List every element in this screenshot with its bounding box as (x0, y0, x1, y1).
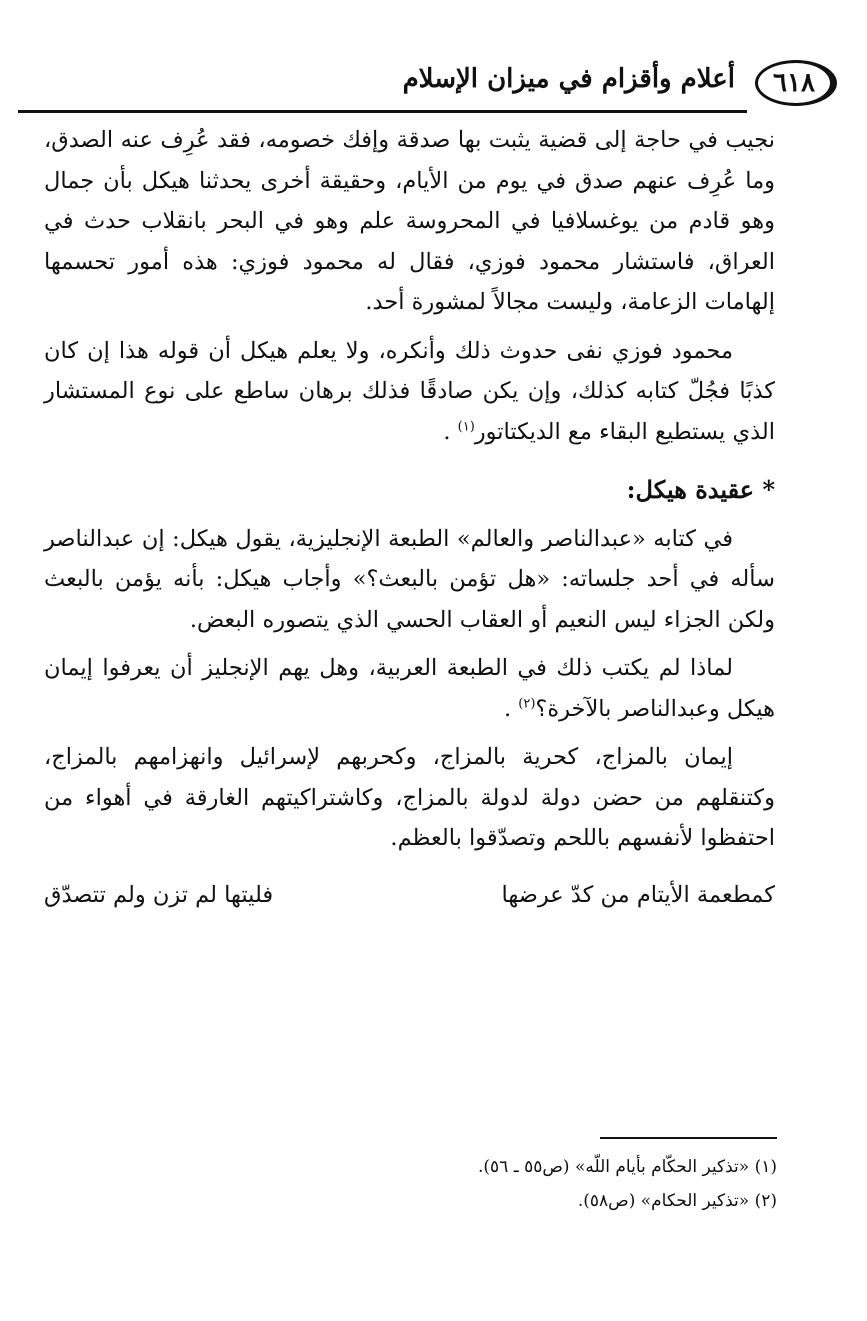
paragraph-4-end: . (503, 695, 519, 722)
page-number: ٦١٨ (773, 68, 815, 98)
paragraph-2-text: محمود فوزي نفى حدوث ذلك وأنكره، ولا يعلم هيكل أن قوله هذا إن كان كذبًا فجُلّ كتابه كذلك، وإن يكن صادقًا فذلك برهان ساطع على نوع المستشار الذي يستطيع البقاء مع الديكتاتور (44, 337, 775, 445)
footnote-ref-2: (٢) (518, 696, 536, 711)
paragraph-3: في كتابه «عبدالناصر والعالم» الطبعة الإنجليزية، يقول هيكل: إن عبدالناصر سأله في أحد جلساته: «هل تؤمن بالبعث؟» وأجاب هيكل: بأنه يؤمن بالبعث ولكن الجزاء ليس النعيم أو العقاب الحسي الذي يتصوره البعض. (44, 525, 775, 633)
page-header (18, 52, 815, 112)
footnotes (44, 1150, 777, 1218)
poem-second-hemistich: فليتها لم تزن ولم تتصدّق (44, 881, 274, 908)
header-rule (18, 110, 747, 113)
paragraph-4-text: لماذا لم يكتب ذلك في الطبعة العربية، وهل يهم الإنجليز أن يعرفوا إيمان هيكل وعبدالناصر بالآخرة؟ (44, 655, 775, 722)
main-text (44, 120, 775, 915)
footnote-2: (٢) «تذكير الحكام» (ص٥٨). (577, 1191, 777, 1211)
paragraph-1: نجيب في حاجة إلى قضية يثبت بها صدقة وإفك خصومه، فقد عُرِف عنه الصدق، وما عُرِف عنهم صدق في يوم من الأيام، وحقيقة أخرى يحدثنا هيكل بأن جمال وهو قادم من يوغسلافيا في المحروسة علم وهو في البحر بانقلاب حدث في العراق، فاستشار محمود فوزي، فقال له محمود فوزي: هذه أمور تحسمها إلهامات الزعامة، وليست مجالاً لمشورة أحد. (44, 127, 775, 315)
section-heading: * عقيدة هيكل: (626, 475, 775, 504)
running-title: أعلام وأقزام في ميزان الإسلام (402, 64, 735, 94)
paragraph-2-end: . (443, 418, 458, 445)
page-number-frame (755, 60, 837, 106)
footnote-rule (600, 1137, 777, 1139)
footnote-1: (١) «تذكير الحكّام بأيام اللّه» (ص٥٥ ـ ٥٦). (477, 1157, 777, 1177)
footnote-ref-1: (١) (457, 419, 475, 434)
poem-first-hemistich: كمطعمة الأيتام من كدّ عرضها (501, 881, 775, 908)
paragraph-4 (44, 648, 775, 729)
poem-verse (44, 875, 775, 916)
paragraph-5: إيمان بالمزاج، كحرية بالمزاج، وكحربهم لإسرائيل وانهزامهم بالمزاج، وكتنقلهم من حضن دولة لدولة بالمزاج، وكاشتراكيتهم الغارقة في أهواء من احتفظوا لأنفسهم باللحم وتصدّقوا بالعظم. (44, 744, 775, 851)
paragraph-2 (44, 331, 775, 453)
